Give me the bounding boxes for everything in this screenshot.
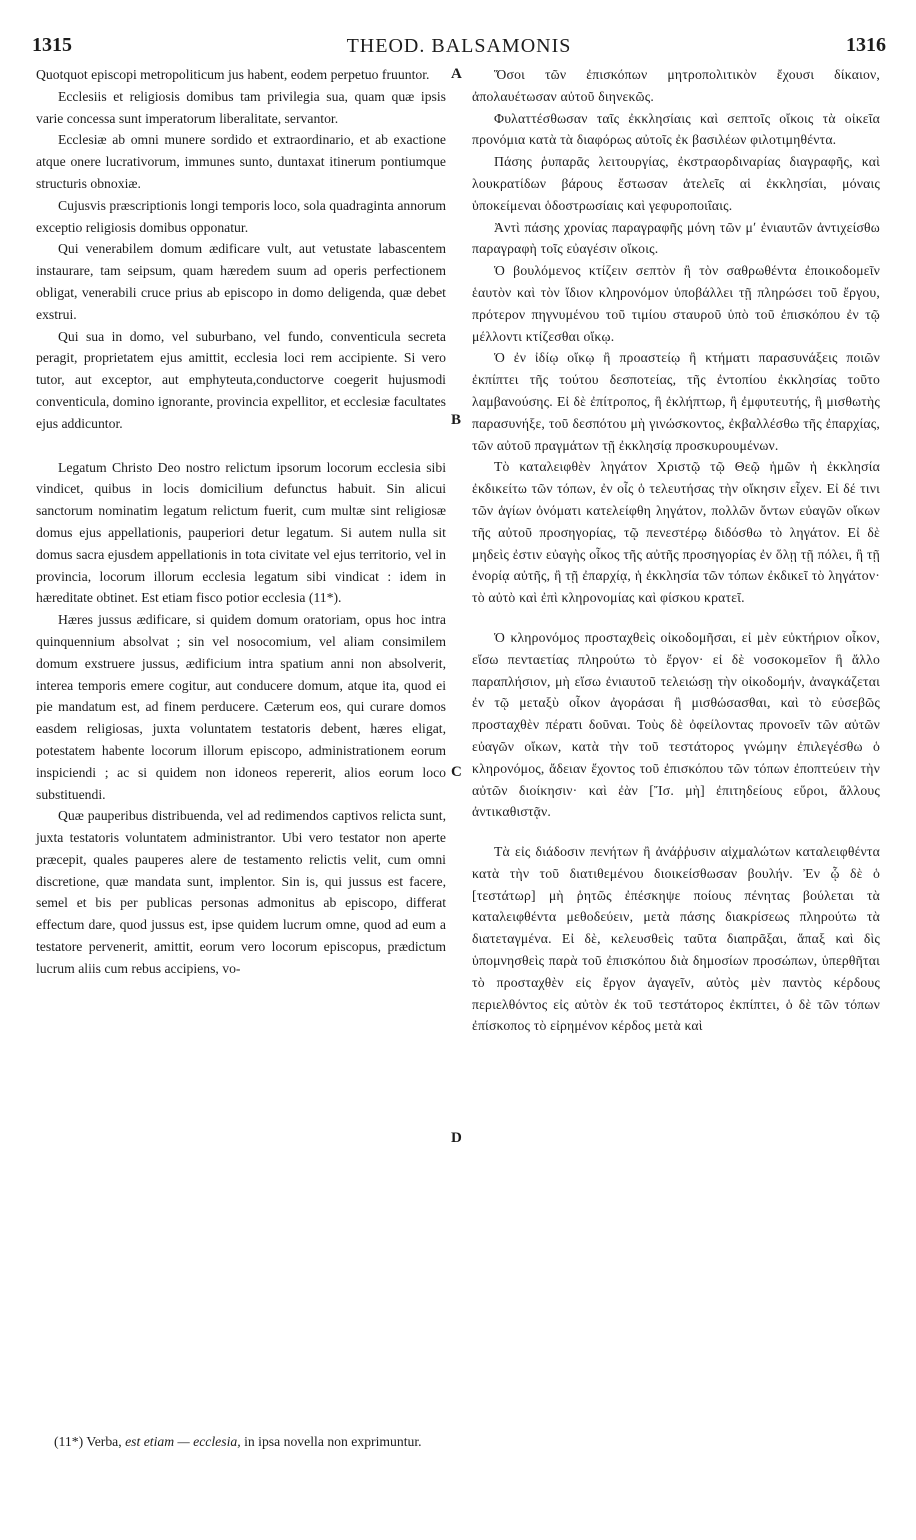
latin-paragraph: Cujusvis præscriptionis longi temporis loco, sola quadraginta annorum exceptio religiosis domibus opponatur. [36,197,446,235]
greek-paragraph: Ἀντὶ πάσης χρονίας παραγραφῆς μόνη τῶν μʹ ἐνιαυτῶν ἀντιχείσθω παραγραφὴ τοῖς εὐαγέσιν οἴκοις. [472,219,880,257]
margin-marker-a: A [451,66,462,82]
latin-paragraph: Hæres jussus ædificare, si quidem domum oratoriam, opus hoc intra quinquennium absolvat ; sin vel nosocomium, vel aliam consimilem domum exstruere jussus, ædificium intra spatium anni non absolverit, interea temporis emere cogitur, aut conducere domum, atque ita, quod ei pie mandatum est, ad finem perducere. Cæterum eos, qui curare domos easdem religiosas, juxta voluntatem testatoris debent, hæres eligat, potestatem habente locorum illorum episcopo, administrationem eorum inspiciendi ; ac si quidem non idoneos repererit, alios eorum loco substituendi. [36,612,446,802]
footnote-text-a: Verba, [86,1434,122,1449]
page-number-left: 1315 [32,34,72,56]
latin-paragraph: Legatum Christo Deo nostro relictum ipsorum locorum ecclesia sibi vindicet, quibus in locis domicilium defunctus habuit. Sin alicui sanctorum nominatim legatum relictum fuerit, cum multæ sint religiosæ domus ejus appellationis, pauperiori detur legatum. Si autem nulla sit domus sacra ejusdem appellationis in tota civitate vel ejus territorio, vel in provincia, locorum illorum ecclesia legatum sibi vindicat : idem in hæreditate obtinet. Est etiam fisco potior ecclesia (11*). [36,459,446,606]
greek-paragraph: Φυλαττέσθωσαν ταῖς ἐκκλησίαις καὶ σεπτοῖς οἴκοις τὰ οἰκεῖα προνόμια κατὰ τὰ διαφόρως αὐτοῖς ἐκ βασιλέων φιλοτιμηθέντα. [472,110,880,148]
margin-marker-c: C [451,764,462,780]
footnote-quote: est etiam — ecclesia, [125,1434,241,1449]
latin-paragraph: Qui sua in domo, vel suburbano, vel fundo, conventicula secreta peragit, proprietatem ejus amittit, ecclesia loci rem accipiente. Si vero tutor, aut exceptor, aut emphyteuta,conductorve coegerit hujusmodi conventicula, domino ignorante, provincia expellitor, et ecclesiæ facultates ejus addicuntor. [36,328,446,431]
page-number-right: 1316 [846,34,886,56]
margin-marker-b: B [451,412,462,428]
greek-paragraph: Ὅσοι τῶν ἐπισκόπων μητροπολιτικὸν ἔχουσι δίκαιον, ἀπολαυέτωσαν αὐτοῦ διηνεκῶς. [472,67,880,104]
greek-paragraph: Ὁ βουλόμενος κτίζειν σεπτὸν ἢ τὸν σαθρωθέντα ἐποικοδομεῖν ἑαυτὸν καὶ τὸν ἴδιον κληρονόμον ὑποβάλλει τῇ πληρώσει τοῦ ἔργου, πρότερον πηγνυμένου τοῦ τιμίου σταυροῦ ὑπὸ τοῦ ἐπισκόπου ἐν τῷ μέλλοντι κτίζεσθαι οἴκῳ. [472,263,880,344]
greek-paragraph: Τὰ εἰς διάδοσιν πενήτων ἢ ἀνάῤῥυσιν αἰχμαλώτων καταλειφθέντα κατὰ τὴν τοῦ διατιθεμένου διοικείσθωσαν βουλήν. Ἐν ᾧ δὲ ὁ [τεστάτωρ] μὴ ῥητῶς ἐπέσκηψε ποίους πένητας βούλεται τὰ καταλειφθέντα μεθοδεύειν, μετὰ πάσης διακρίσεως πληρούτω τὰ διατεταγμένα. Εἰ δὲ, κελευσθεὶς ταῦτα διαπρᾶξαι, ἅπαξ καὶ δὶς ὑπομνησθεὶς παρὰ τοῦ ἐπισκόπου διὰ δημοσίων προσώπων, ὑπερθῆται τὸ προσταχθὲν εἰς ἔργον ἀγαγεῖν, αὐτὸς μὲν παντὸς κέρδους περιελθόντος εἰς αὐτὸν ἐκ τοῦ τεστάτορος ἐκπίπτει, ὁ δὲ τῶν τόπων ἐπίσκοπος τὸ εἰρημένον κέρδος μετὰ καὶ [472,844,880,1034]
greek-paragraph: Ὁ ἐν ἰδίῳ οἴκῳ ἢ προαστείῳ ἢ κτήματι παρασυνάξεις ποιῶν ἐκπίπτει τῆς τούτου δεσποτείας, τῆς ἐντοπίου ἐκκλησίας τοῦτο λαμβανούσης. Εἰ δὲ ἐπίτροπος, ἢ ἐκλήπτωρ, ἢ ἐμφυτευτής, ἢ μισθωτὴς παρασυνήξε, τοῦ δεσπότου μὴ γινώσκοντος, ἐκβαλλέσθω τῆς ἐπαρχίας, τῶν αὐτοῦ πραγμάτων τῇ ἐκκλησίᾳ προσκυρουμένων. [472,350,880,453]
page-header [32,34,886,58]
latin-paragraph: Quæ pauperibus distribuenda, vel ad redimendos captivos relicta sunt, juxta testatoris voluntatem administrantor. Ubi vero testator non aperte præcepit, quales pauperes alere de testamento relictis velit, cum omni discretione, quæ mandata sunt, implentor. Sin is, qui jussus est facere, semel et bis per publicas personas admonitus ab episcopo, differat effectum dare, quod jussus est, ipse quidem lucrum omne, quod ad eum a testatore pervenerit, amittit, eorum vero locorum episcopus, prædictum lucrum aliis cum rebus accipiens, vo- [36,808,446,976]
latin-paragraph: Qui venerabilem domum ædificare vult, aut vetustate labascentem instaurare, tam seipsum, quam hæredem suum ad operis perfectionem obligat, venerabili cruce prius ab episcopo in domo deligenda, quæ debet exstrui. [36,241,446,322]
running-title: THEOD. BALSAMONIS [346,35,572,57]
greek-paragraph: Πάσης ῥυπαρᾶς λειτουργίας, ἐκστραορδιναρίας διαγραφῆς, καὶ λουκρατίδων βάρους ἔστωσαν ἀτελεῖς αἱ ἐκκλησίαι, μόναις ὑποκείμεναι ὁδοστρωσίαις καὶ γεφυροποιΐαις. [472,154,880,213]
latin-column [36,64,446,980]
latin-paragraph: Ecclesiis et religiosis domibus tam privilegia sua, quam quæ ipsis varie concessa sunt imperatorum liberalitate, servantor. [36,88,446,126]
margin-marker-d: D [451,1130,462,1146]
latin-paragraph: Ecclesiæ ab omni munere sordido et extraordinario, et ab exactione atque onere lucrativorum, immunes sunto, duntaxat itinerum pontiumque structuris obnoxiæ. [36,132,446,191]
footnote [54,1432,884,1452]
latin-paragraph: Quotquot episcopi metropoliticum jus habent, eodem perpetuo fruuntor. [36,67,430,82]
footnote-text-b: in ipsa novella non exprimuntur. [244,1434,422,1449]
footnote-marker: (11*) [54,1434,84,1449]
greek-column [472,64,880,1037]
greek-paragraph: Ὁ κληρονόμος προσταχθεὶς οἰκοδομῆσαι, εἰ μὲν εὐκτήριον οἶκον, εἴσω πενταετίας πληρούτω τὸ ἔργον· εἰ δὲ νοσοκομεῖον ἢ ἄλλο παραπλήσιον, μὴ εἴσω ἐνιαυτοῦ τελειώσῃ τὴν οἰκοδομήν, ἀναγκάζεται ἐν τῷ μεταξὺ οἶκον ἀγοράσαι ἢ μισθώσασθαι, καὶ τὸ εὐσεβῶς προσταχθὲν πέρατι δοῦναι. Τοὺς δὲ ὀφείλοντας προνοεῖν τῶν αὐτῶν εὐαγῶν οἴκων, κατὰ τὴν τοῦ τεστάτορος γνώμην ἐπιλεγέσθω ὁ κληρονόμος, ἄδειαν ἔχοντος τοῦ ἐπισκόπου τῶν τόπων ἐποπτεύειν τὴν αὐτῶν διοίκησιν· καὶ ἐὰν [Ἴσ. μὴ] ἐπιτηδείους εὕροι, ἄλλους ἀντικαθιστᾷν. [472,629,880,820]
greek-paragraph: Τὸ καταλειφθὲν ληγάτον Χριστῷ τῷ Θεῷ ἡμῶν ἡ ἐκκλησία ἐκδικείτω τῶν τόπων, ἐν οἷς ὁ τελευτήσας τὴν οἴκησιν εἶχεν. Εἰ δέ τινι τῶν ἁγίων ὀνόματι κατελείφθη ληγάτον, πολλῶν ὄντων εὐαγῶν οἴκων τῆς αὐτοῦ προσηγορίας, τῷ πενεστέρῳ διδόσθω τὸ ληγάτον. Εἰ δὲ μηδεὶς ἐστιν εὐαγὴς οἶκος τῆς αὐτῆς προσηγορίας ἐν ὅλῃ τῇ πόλει, ἢ τῇ ἐνορίᾳ αὐτῆς, ἢ τῇ ἐπαρχίᾳ, ἡ ἐκκλησία τῶν τόπων ἐκδικεῖ τὸ ληγάτον· τὸ αὐτὸ καὶ ἐπὶ κληρονομίας καὶ φίσκου κρατεῖ. [472,459,880,606]
